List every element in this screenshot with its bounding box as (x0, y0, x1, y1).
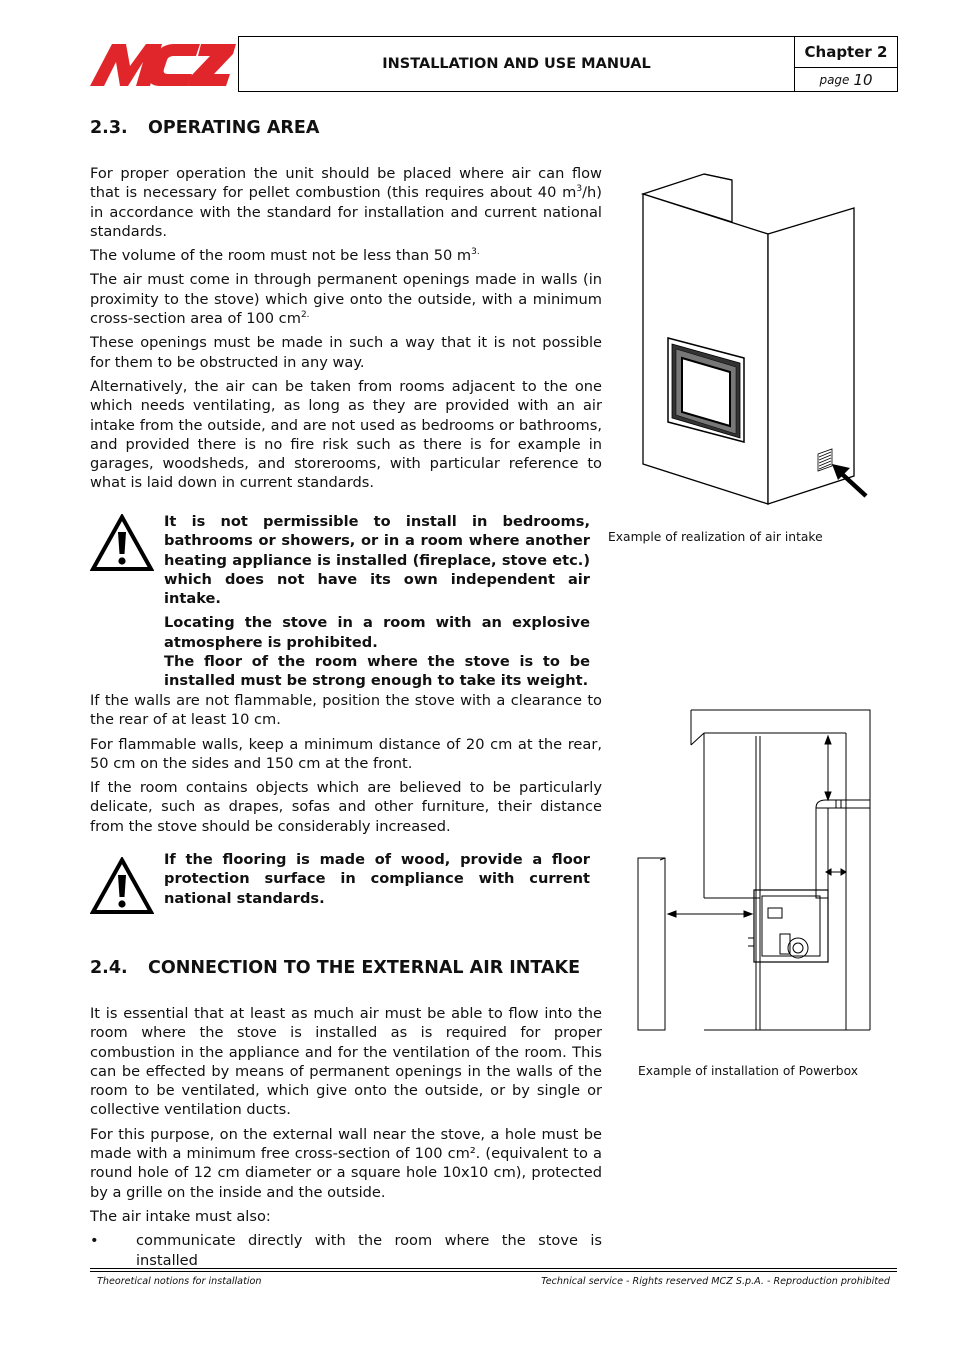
paragraph: It is essential that at least as much air must be able to flow into the room where the stove is installed as is required for proper combustion in the appliance and for the ventilation of the room. This can be effected by means of permanent openings in the walls of the room to be ventilated, which give onto the outside, or by single or collective ventilation ducts. (90, 1005, 602, 1119)
section-number: 2.4. (90, 958, 128, 978)
paragraph: If the room contains objects which are believed to be particularly delicate, such as drapes, sofas and other furniture, their distance from the stove should be considerably increased. (90, 779, 602, 835)
paragraph: Alternatively, the air can be taken from rooms adjacent to the one which needs ventilating, as long as they are provided with an air intake from the outside, and are not used as bedrooms or bathrooms, and provided there is no fire risk such as there is for example in garages, woodsheds, and storerooms, with particular reference to what is laid down in current standards. (90, 377, 602, 492)
footer-left: Theoretical notions for installation (97, 1276, 262, 1287)
warning-box-2 (164, 850, 590, 913)
air-intake-text (90, 1004, 602, 1270)
clearance-text (90, 691, 602, 841)
section-title: OPERATING AREA (148, 118, 320, 138)
paragraph: These openings must be made in such a way that it is not possible for them to be obstructed in any way. (90, 334, 602, 371)
operating-area-text (90, 164, 602, 498)
list-item: • communicate directly with the room where the stove is installed (90, 1231, 602, 1270)
paragraph: The air must come in through permanent openings made in walls (in proximity to the stove) which give onto the outside, with a minimum cross-section area of 100 $cm^{2.}$ (90, 271, 602, 328)
mcz-logo (88, 40, 238, 88)
page-label: page (819, 72, 850, 87)
air-intake-illustration (636, 172, 872, 506)
footer-divider (90, 1268, 897, 1269)
page-number: 10 (853, 70, 873, 89)
manual-title: INSTALLATION AND USE MANUAL (238, 36, 795, 92)
paragraph: For this purpose, on the external wall near the stove, a hole must be made with a minimum free cross-section of 100 cm². (equivalent to a round hole of 12 cm diameter or a square hole 10x10 cm), protected by a grille on the inside and the outside. (90, 1125, 602, 1201)
requirement-list (90, 1231, 602, 1270)
figure-caption: Example of realization of air intake (608, 530, 823, 544)
warning-paragraph: If the flooring is made of wood, provide a floor protection surface in compliance with current national standards. (164, 851, 590, 907)
paragraph: For proper operation the unit should be placed where air can flow that is necessary for pellet combustion (this requires about 40 $m^3/h$) in accordance with the standard for installation and current national standards. (90, 165, 602, 240)
footer-divider (90, 1271, 897, 1272)
paragraph: The air intake must also: (90, 1207, 271, 1225)
section-title: CONNECTION TO THE EXTERNAL AIR INTAKE (148, 958, 581, 978)
warning-icon (90, 514, 154, 572)
warning-paragraph: It is not permissible to install in bedrooms, bathrooms or showers, or in a room where another heating appliance is installed (fireplace, stove etc.) which does not have its own independent air intake. (164, 513, 590, 608)
powerbox-installation-illustration (636, 708, 872, 1034)
warning-paragraph: The floor of the room where the stove is to be installed must be strong enough to take its weight. (164, 653, 590, 690)
paragraph: The volume of the room must not be less than 50 $m^{3.}$ (90, 247, 480, 265)
chapter-label: Chapter 2 (794, 36, 898, 68)
section-number: 2.3. (90, 118, 128, 138)
warning-box-1 (164, 512, 590, 696)
paragraph: If the walls are not flammable, position the stove with a clearance to the rear of at least 10 cm. (90, 692, 602, 729)
paragraph: For flammable walls, keep a minimum distance of 20 cm at the rear, 50 cm on the sides and 150 cm at the front. (90, 735, 602, 772)
page-indicator (794, 67, 898, 92)
warning-paragraph: Locating the stove in a room with an explosive atmosphere is prohibited. (164, 614, 590, 651)
figure-caption: Example of installation of Powerbox (638, 1064, 858, 1078)
warning-icon (90, 857, 154, 915)
section-heading-2-4 (90, 958, 580, 978)
footer-right: Technical service - Rights reserved MCZ S.p.A. - Reproduction prohibited (541, 1276, 890, 1287)
section-heading-2-3 (90, 118, 319, 138)
